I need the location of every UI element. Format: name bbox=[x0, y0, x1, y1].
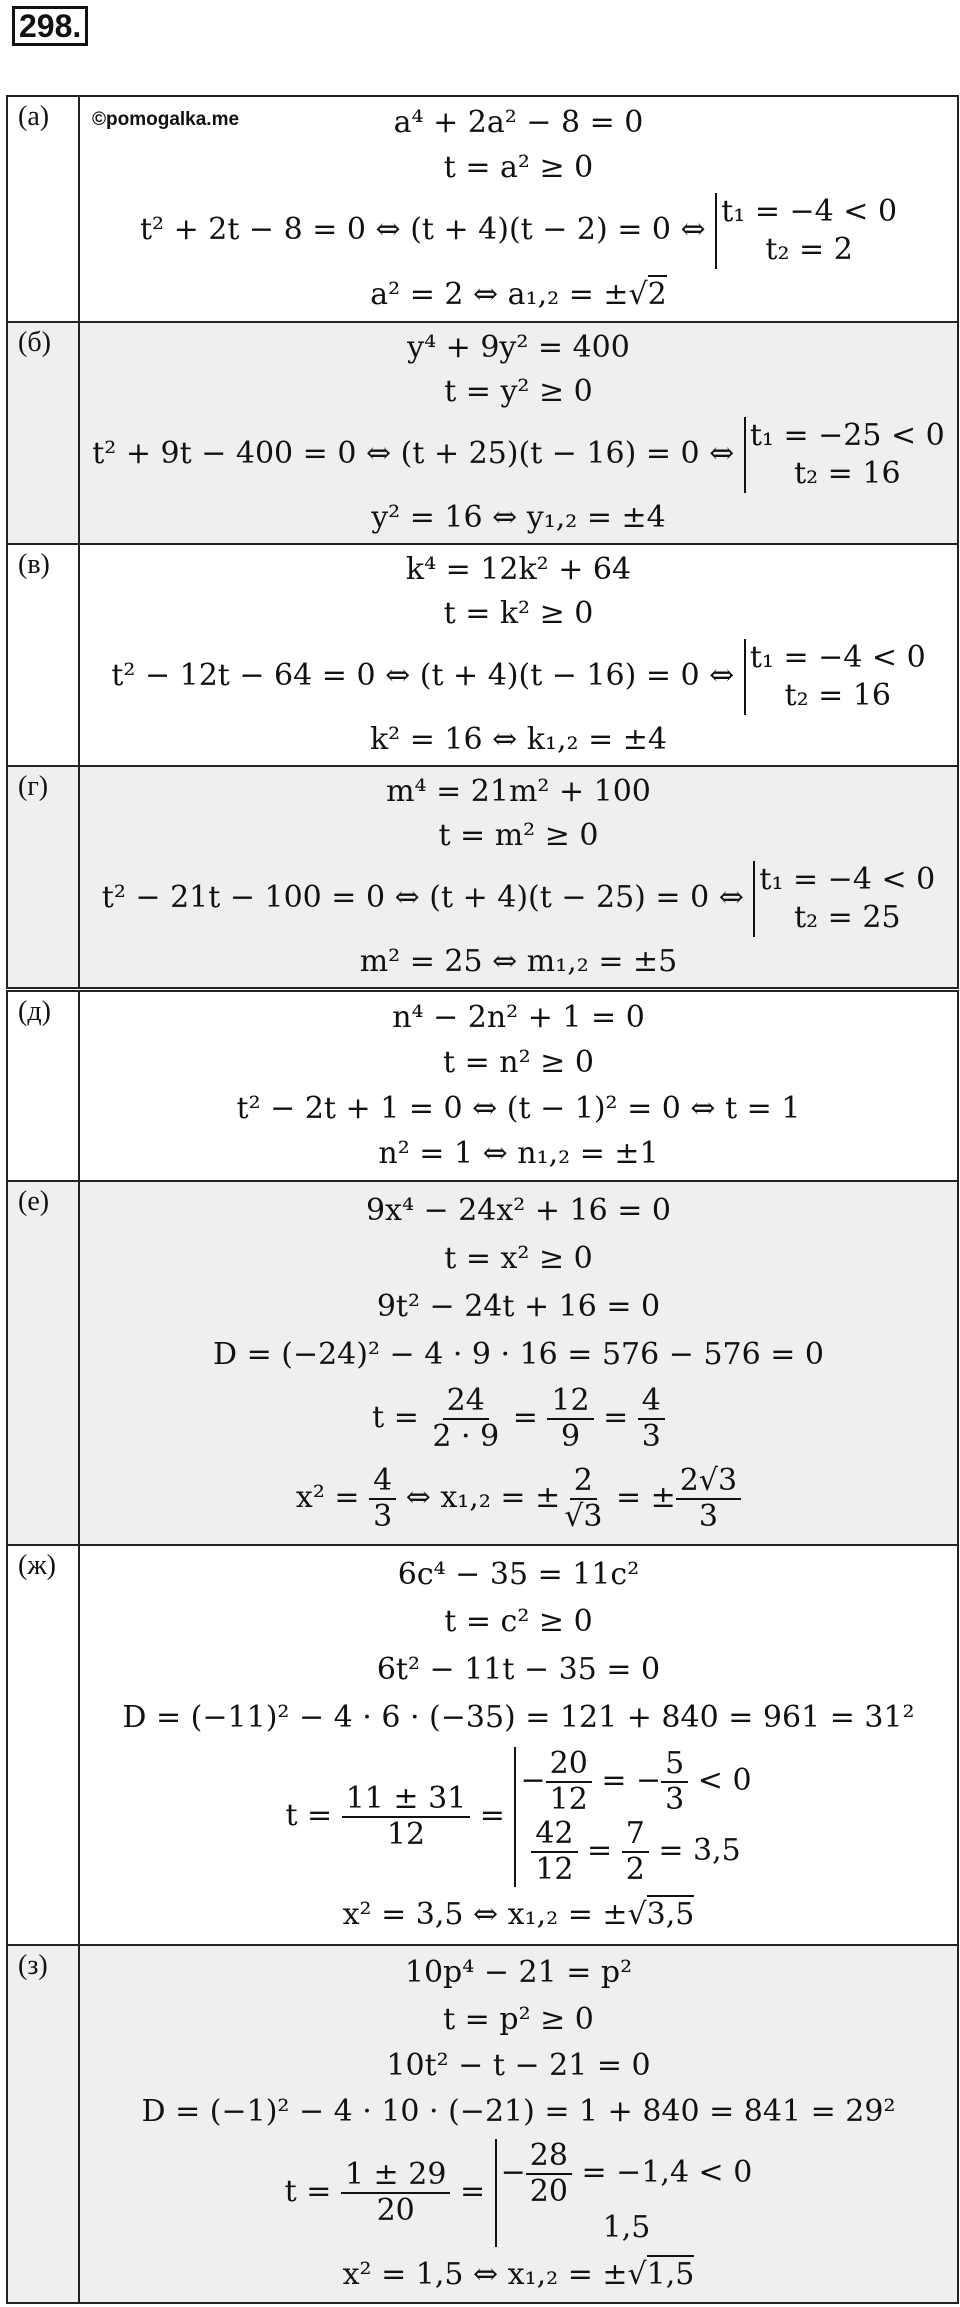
quadratic-line: 6t² − 11t − 35 = 0 bbox=[376, 1652, 661, 1688]
discriminant: D = (−1)² − 4 · 10 · (−21) = 1 + 840 = 841 = 29² bbox=[141, 2094, 896, 2130]
substitution: t = p² ≥ 0 bbox=[443, 2001, 594, 2037]
substitution: t = c² ≥ 0 bbox=[444, 1604, 593, 1640]
quadratic-line: 9t² − 24t + 16 = 0 bbox=[376, 1289, 661, 1324]
answer: x² = 3,5 ⇔ x₁,₂ = ±√3,5 bbox=[342, 1897, 695, 1933]
problem-number: 298. bbox=[12, 6, 88, 46]
row-label: (в) bbox=[8, 545, 80, 765]
solution-table-1 bbox=[6, 95, 959, 989]
equation: 6c⁴ − 35 = 11c² bbox=[397, 1556, 640, 1592]
answer: n² = 1 ⇔ n₁,₂ = ±1 bbox=[378, 1135, 659, 1171]
fraction: $\frac{4}{3}$ bbox=[369, 1464, 396, 1534]
root-t: t = $\frac{24}{2 \cdot 9}$ = $\frac{12}{9}$ = $\frac{4}{3}$ bbox=[372, 1384, 665, 1454]
substitution: t = m² ≥ 0 bbox=[438, 818, 599, 853]
case-bracket: t₁ = −25 < 0 t₂ = 16 bbox=[744, 417, 945, 493]
substitution: t = x² ≥ 0 bbox=[444, 1241, 593, 1276]
substitution: t = y² ≥ 0 bbox=[444, 374, 593, 409]
fraction: $\frac{11 \pm 31}{12}$ bbox=[342, 1782, 471, 1852]
substitution: t = n² ≥ 0 bbox=[443, 1045, 594, 1081]
root-t: t = $\frac{11 \pm 31}{12}$ = − $\frac{20}{12}$ = − $\frac{5}{3}$ < 0 $\frac{42}{12}$ = $\frac{7}{2}$ = 3,5 bbox=[285, 1745, 752, 1887]
substitution: t = a² ≥ 0 bbox=[443, 149, 594, 185]
row-label: (з) bbox=[8, 1946, 80, 2302]
fraction: $\frac{2}{√3}$ bbox=[564, 1463, 603, 1534]
case-bracket: t₁ = −4 < 0 t₂ = 2 bbox=[715, 193, 897, 269]
row-label: (г) bbox=[8, 767, 80, 987]
discriminant: D = (−11)² − 4 · 6 · (−35) = 121 + 840 = 961 = 31² bbox=[122, 1699, 915, 1735]
row-b bbox=[8, 321, 957, 543]
quadratic-line: t² − 2t + 1 = 0 ⇔ (t − 1)² = 0 ⇔ t = 1 bbox=[236, 1090, 801, 1126]
quadratic-line: t² − 12t − 64 = 0 ⇔ (t + 4)(t − 16) = 0 ⇔ t₁ = −4 < 0 t₂ = 16 bbox=[111, 640, 926, 713]
equation: a⁴ + 2a² − 8 = 0 bbox=[393, 104, 644, 140]
row-label: (б) bbox=[8, 323, 80, 543]
row-zh bbox=[8, 1544, 957, 1944]
answer: x² = $\frac{4}{3}$ ⇔ x₁,₂ = ± $\frac{2}{√3}$ = ± $\frac{2√3}{3}$ bbox=[296, 1464, 741, 1534]
row-label: (ж) bbox=[8, 1546, 80, 1944]
equation: 10p⁴ − 21 = p² bbox=[404, 1955, 633, 1991]
case-bracket: t₁ = −4 < 0 t₂ = 16 bbox=[744, 639, 926, 715]
fraction: $\frac{24}{2 \cdot 9}$ bbox=[432, 1383, 500, 1454]
answer: k² = 16 ⇔ k₁,₂ = ±4 bbox=[370, 722, 667, 757]
row-label: (а) bbox=[8, 97, 80, 321]
equation: n⁴ − 2n² + 1 = 0 bbox=[392, 1000, 645, 1036]
case-bracket: − $\frac{20}{12}$ = − $\frac{5}{3}$ < 0 $\frac{42}{12}$ = $\frac{7}{2}$ = 3,5 bbox=[514, 1747, 751, 1887]
quadratic-line: t² + 2t − 8 = 0 ⇔ (t + 4)(t − 2) = 0 ⇔ t₁ = −4 < 0 t₂ = 2 bbox=[139, 194, 898, 268]
quadratic-line: t² − 21t − 100 = 0 ⇔ (t + 4)(t − 25) = 0 ⇔ t₁ = −4 < 0 t₂ = 25 bbox=[101, 862, 936, 935]
row-a bbox=[8, 97, 957, 321]
fraction: $\frac{4}{3}$ bbox=[638, 1384, 665, 1454]
equation: 9x⁴ − 24x² + 16 = 0 bbox=[365, 1193, 672, 1228]
answer: a² = 2 ⇔ a₁,₂ = ±√2 bbox=[370, 277, 667, 313]
answer: x² = 1,5 ⇔ x₁,₂ = ±√1,5 bbox=[342, 2256, 695, 2292]
fraction: $\frac{1 \pm 29}{20}$ bbox=[341, 2158, 450, 2228]
watermark: ©pomogalka.me bbox=[92, 109, 240, 130]
quadratic-line: 10t² − t − 21 = 0 bbox=[386, 2047, 651, 2083]
row-z bbox=[8, 1944, 957, 2302]
row-g bbox=[8, 765, 957, 987]
substitution: t = k² ≥ 0 bbox=[443, 596, 594, 631]
root-t: t = $\frac{1 \pm 29}{20}$ = − $\frac{28}{20}$ = −1,4 < 0 1,5 bbox=[284, 2138, 753, 2246]
row-v bbox=[8, 543, 957, 765]
case-bracket: − $\frac{28}{20}$ = −1,4 < 0 1,5 bbox=[495, 2139, 753, 2247]
equation: y⁴ + 9y² = 400 bbox=[407, 330, 630, 365]
fraction: $\frac{2√3}{3}$ bbox=[676, 1464, 741, 1534]
answer: y² = 16 ⇔ y₁,₂ = ±4 bbox=[371, 500, 666, 535]
row-d bbox=[8, 992, 957, 1180]
solution-table-2 bbox=[6, 990, 959, 2304]
equation: m⁴ = 21m² + 100 bbox=[386, 774, 651, 809]
fraction: $\frac{12}{9}$ bbox=[547, 1384, 593, 1454]
row-label: (е) bbox=[8, 1182, 80, 1544]
row-e bbox=[8, 1180, 957, 1544]
equation: k⁴ = 12k² + 64 bbox=[405, 552, 632, 587]
discriminant: D = (−24)² − 4 · 9 · 16 = 576 − 576 = 0 bbox=[212, 1337, 824, 1372]
case-bracket: t₁ = −4 < 0 t₂ = 25 bbox=[753, 861, 935, 937]
answer: m² = 25 ⇔ m₁,₂ = ±5 bbox=[359, 944, 678, 979]
row-label: (д) bbox=[8, 992, 80, 1180]
quadratic-line: t² + 9t − 400 = 0 ⇔ (t + 25)(t − 16) = 0 ⇔ t₁ = −25 < 0 t₂ = 16 bbox=[92, 418, 945, 491]
